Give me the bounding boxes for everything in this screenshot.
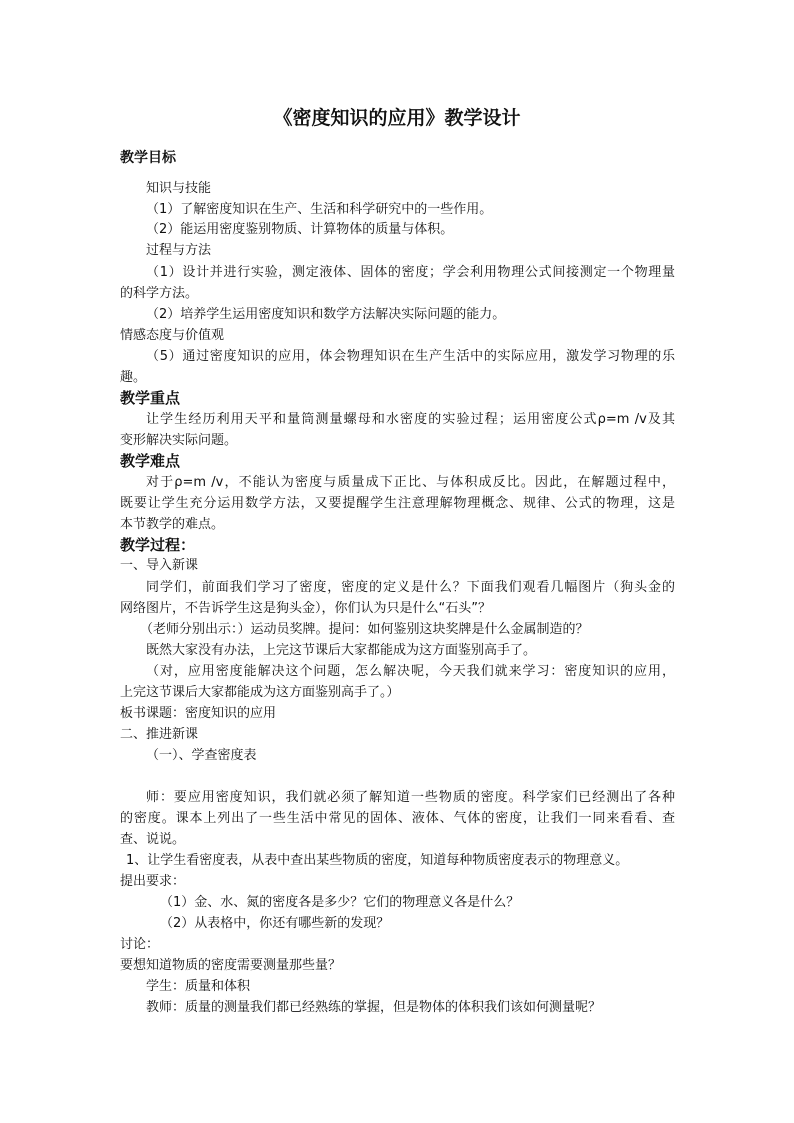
paragraph-line: （5）通过密度知识的应用，体会物理知识在生产生活中的实际应用，激发学习物理的乐 <box>146 349 675 364</box>
paragraph-line: 讨论： <box>120 937 160 952</box>
paragraph-line: 板书课题：密度知识的应用 <box>120 706 277 721</box>
paragraph-line: 查、说说。 <box>120 832 186 847</box>
paragraph-line: （老师分别出示：）运动员奖牌。提问：如何鉴别这块奖牌是什么金属制造的？ <box>140 622 589 637</box>
subheading-attitude-values: 情感态度与价值观 <box>120 328 225 343</box>
paragraph-line: 本节教学的难点。 <box>120 517 225 532</box>
paragraph-line: （对，应用密度能解决这个问题，怎么解决呢，今天我们就来学习：密度知识的应用， <box>146 664 675 679</box>
paragraph-line: 趣。 <box>120 370 147 385</box>
paragraph-line: 的密度。课本上列出了一些生活中常见的固体、液体、气体的密度，让我们一同来看看、查 <box>120 811 675 826</box>
section-heading: 二、推进新课 <box>120 727 199 742</box>
paragraph-line: （1）设计并进行实验，测定液体、固体的密度；学会利用物理公式间接测定一个物理量 <box>146 265 675 280</box>
paragraph-line: 对于ρ=m /v，不能认为密度与质量成下正比、与体积成反比。因此，在解题过程中， <box>146 475 675 490</box>
heading-teaching-process: 教学过程： <box>120 536 196 554</box>
paragraph-line: 既然大家没有办法，上完这节课后大家都能成为这方面鉴别高手了。 <box>146 643 537 658</box>
subheading-knowledge-skills: 知识与技能 <box>146 181 212 196</box>
section-heading: 一、导入新课 <box>120 558 199 573</box>
paragraph-line: 要想知道物质的密度需要测量那些量？ <box>120 958 342 973</box>
paragraph-line: （1）金、水、氮的密度各是多少？它们的物理意义各是什么？ <box>160 895 520 910</box>
paragraph-line: （1）了解密度知识在生产、生活和科学研究中的一些作用。 <box>146 202 493 217</box>
paragraph-line: （2）培养学生运用密度知识和数学方法解决实际问题的能力。 <box>146 307 506 322</box>
document-title: 《密度知识的应用》教学设计 <box>273 107 521 129</box>
heading-key-points: 教学重点 <box>120 389 181 407</box>
paragraph-line: 网络图片，不告诉学生这是狗头金），你们认为只是什么“石头”？ <box>120 601 491 616</box>
paragraph-line: （2）从表格中，你还有哪些新的发现？ <box>160 916 390 931</box>
heading-teaching-goals: 教学目标 <box>120 150 176 166</box>
paragraph-line: 变形解决实际问题。 <box>120 433 238 448</box>
paragraph-line: 学生：质量和体积 <box>146 979 251 994</box>
paragraph-line: 教师：质量的测量我们都已经熟练的掌握，但是物体的体积我们该如何测量呢？ <box>146 1000 602 1015</box>
subsection-heading: （一）、学查密度表 <box>146 748 257 763</box>
paragraph-line: 的科学方法。 <box>120 286 199 301</box>
paragraph-line: 师：要应用密度知识，我们就必须了解知道一些物质的密度。科学家们已经测出了各种 <box>146 790 675 805</box>
heading-difficult-points: 教学难点 <box>120 452 181 470</box>
paragraph-line: 上完这节课后大家都能成为这方面鉴别高手了。） <box>120 685 400 700</box>
paragraph-line: （2）能运用密度鉴别物质、计算物体的质量与体积。 <box>146 222 454 237</box>
paragraph-line: 让学生经历利用天平和量筒测量螺母和水密度的实验过程；运用密度公式ρ=m /v及其 <box>146 412 675 427</box>
paragraph-line: 同学们，前面我们学习了密度，密度的定义是什么？下面我们观看几幅图片（狗头金的 <box>146 580 675 595</box>
paragraph-line: 1、让学生看密度表，从表中查出某些物质的密度，知道每种物质密度表示的物理意义。 <box>126 853 629 868</box>
subheading-process-method: 过程与方法 <box>146 243 212 258</box>
paragraph-line: 既要让学生充分运用数学方法，又要提醒学生注意理解物理概念、规律、公式的物理，这是 <box>120 496 675 511</box>
paragraph-line: 提出要求： <box>120 874 186 889</box>
